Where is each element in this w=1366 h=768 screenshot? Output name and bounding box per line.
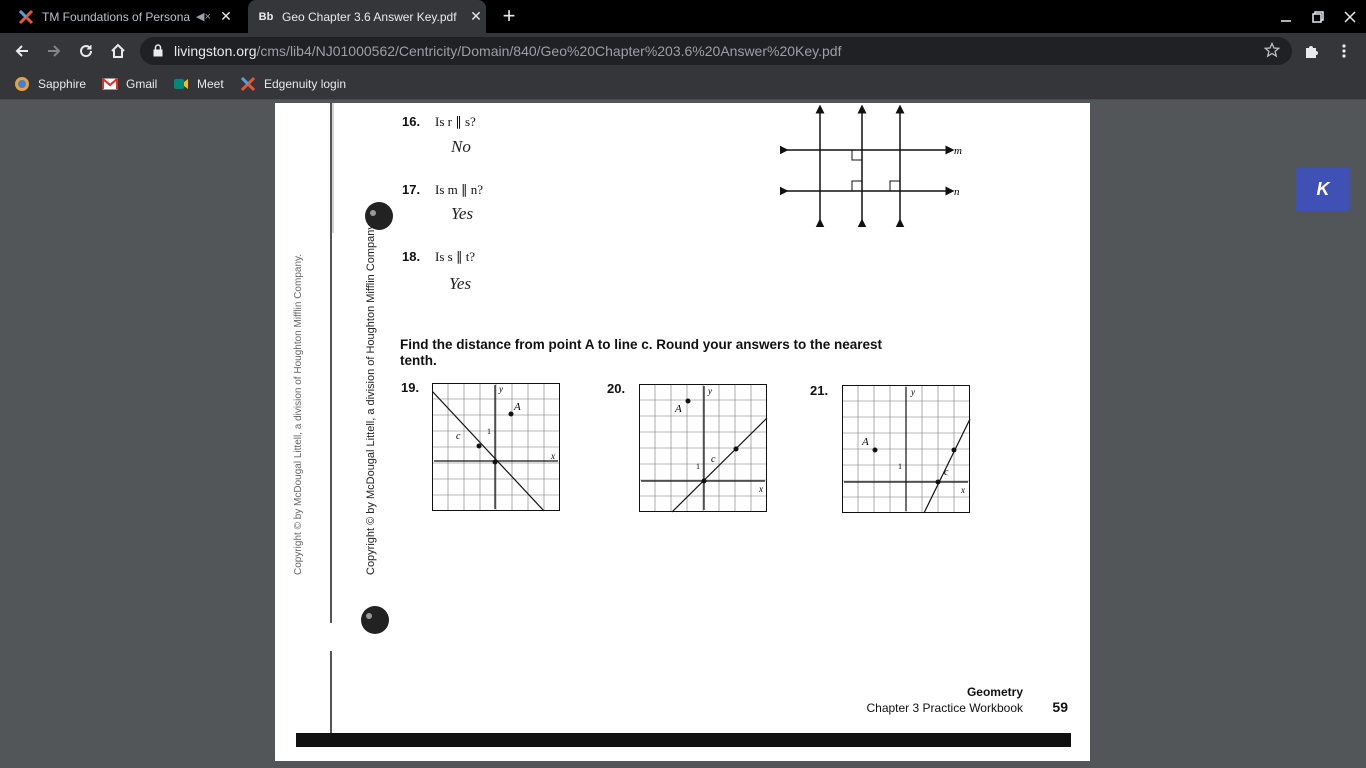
address-bar[interactable] — [140, 37, 1292, 65]
line-c-label: c — [456, 431, 461, 442]
question-prompt: Is s ∥ t? — [435, 249, 476, 264]
reload-icon[interactable] — [72, 37, 100, 65]
tab-strip — [0, 0, 1366, 33]
graph-21 — [842, 385, 972, 515]
browser-toolbar — [0, 33, 1366, 69]
bookmark-meet[interactable] — [173, 76, 224, 92]
question-number: 18. — [402, 249, 421, 264]
graph-number: 21. — [810, 383, 829, 398]
gmail-icon — [102, 76, 118, 92]
tab-close-icon[interactable]: ✕ — [470, 8, 482, 24]
bookmark-label: Gmail — [126, 77, 158, 91]
bookmark-label: Meet — [197, 77, 224, 91]
tick-one-label: 1 — [487, 427, 491, 436]
parallel-lines-figure — [780, 105, 980, 227]
bookmark-edgenuity[interactable] — [240, 76, 346, 92]
tab-audio-muted-icon[interactable]: ◀× — [196, 10, 211, 23]
bookmark-label: Sapphire — [38, 77, 87, 91]
x-axis-label: x — [551, 451, 555, 461]
y-axis-label: y — [708, 386, 712, 396]
page-number: 59 — [1052, 699, 1068, 715]
footer-title: Geometry — [966, 685, 1023, 699]
restore-icon[interactable] — [1302, 0, 1334, 33]
sapphire-icon — [14, 76, 30, 92]
line-c-label: c — [944, 467, 949, 478]
bookmark-sapphire[interactable] — [14, 76, 86, 92]
close-window-icon[interactable] — [1334, 0, 1366, 33]
point-a-label: A — [675, 403, 682, 415]
meet-icon — [173, 76, 189, 92]
lock-icon[interactable] — [153, 44, 163, 62]
question-number: 17. — [402, 182, 421, 197]
blackboard-favicon-icon: Bb — [258, 10, 274, 23]
label-n: n — [954, 186, 960, 198]
x-axis-label: x — [961, 485, 965, 495]
extension-floating-button[interactable] — [1296, 168, 1350, 211]
menu-kebab-icon[interactable] — [1330, 37, 1358, 65]
question-prompt: Is r ∥ s? — [435, 114, 476, 129]
copyright-text-faded: Copyright © by McDougal Littell, a division of Houghton Mifflin Company. — [293, 253, 304, 575]
x-axis-label: x — [759, 484, 763, 494]
tab-tm-foundations[interactable] — [8, 0, 246, 33]
new-tab-button[interactable]: + — [502, 3, 516, 28]
home-icon[interactable] — [104, 37, 132, 65]
url-text[interactable]: livingston.org/cms/lib4/NJ01000562/Centricity/Domain/840/Geo%20Chapter%203.6%20Answer%20Key.pdf — [174, 43, 842, 59]
tab-title: Geo Chapter 3.6 Answer Key.pdf — [282, 9, 457, 24]
bookmark-label: Edgenuity login — [264, 77, 347, 91]
pdf-page — [275, 103, 1090, 761]
footer-subtitle: Chapter 3 Practice Workbook — [866, 701, 1023, 715]
handwritten-answer: Yes — [449, 274, 472, 293]
edgenuity-favicon-icon — [18, 9, 34, 25]
bookmark-gmail[interactable] — [102, 76, 157, 92]
k-label: K — [1316, 179, 1330, 199]
handwritten-answer: Yes — [451, 204, 474, 223]
y-axis-label: y — [499, 384, 503, 394]
back-icon[interactable] — [8, 37, 36, 65]
line-c-label: c — [711, 454, 716, 465]
point-a-label: A — [514, 401, 521, 413]
copyright-text: Copyright © by McDougal Littell, a division of Houghton Mifflin Company. — [365, 221, 377, 575]
page-bottom-bar — [296, 733, 1071, 747]
forward-icon[interactable] — [40, 37, 68, 65]
minimize-icon[interactable] — [1270, 0, 1302, 33]
label-m: m — [954, 145, 962, 157]
tick-one-label: 1 — [696, 462, 700, 471]
tick-one-label: 1 — [898, 462, 902, 471]
question-prompt: Is m ∥ n? — [435, 182, 484, 197]
question-number: 16. — [402, 114, 421, 129]
tab-geo-answer-key[interactable] — [248, 0, 486, 33]
bookmark-star-icon[interactable] — [1264, 42, 1280, 63]
bookmarks-bar — [0, 69, 1366, 100]
y-axis-label: y — [911, 387, 915, 397]
graph-number: 19. — [401, 380, 420, 395]
instructions: Find the distance from point A to line c. Round your answers to the nearest tenth. — [400, 337, 883, 368]
tab-title: TM Foundations of Persona — [42, 9, 191, 24]
handwritten-answer: No — [451, 137, 471, 156]
graph-number: 20. — [607, 381, 626, 396]
extensions-puzzle-icon[interactable] — [1297, 37, 1325, 65]
pdf-viewer[interactable] — [0, 100, 1366, 768]
tab-close-icon[interactable]: ✕ — [220, 8, 232, 24]
graph-20 — [639, 384, 769, 514]
edgenuity-icon — [240, 76, 256, 92]
point-a-label: A — [862, 436, 869, 448]
graph-19 — [432, 383, 562, 513]
